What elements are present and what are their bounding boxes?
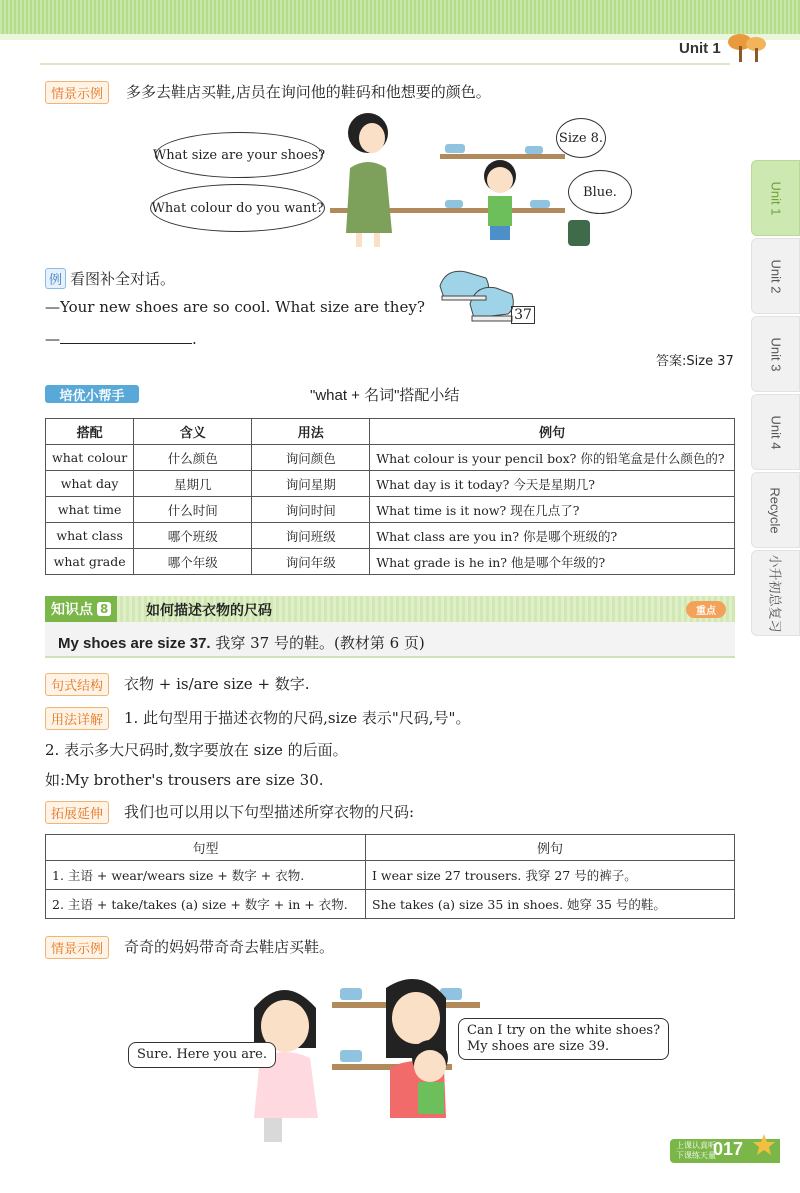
structure-text: 衣物 + is/are size + 数字. xyxy=(124,675,310,693)
tab-unit-1[interactable]: Unit 1 xyxy=(751,160,800,236)
example-tag: 例 xyxy=(45,268,66,289)
table-row xyxy=(46,861,735,890)
answer-text: 答案:Size 37 xyxy=(656,354,734,369)
table-cell: 2. 主语 + take/takes (a) size + 数字 + in + 衣物. xyxy=(46,890,366,919)
table-cell: what class xyxy=(46,523,134,549)
size-pattern-table xyxy=(45,834,735,919)
scene-2-tag: 情景示例 xyxy=(45,936,109,959)
knowledge-number: 8 xyxy=(97,602,111,616)
key-sentence: My shoes are size 37. 我穿 37 号的鞋。(教材第 6 页) xyxy=(58,634,425,652)
table-cell: what day xyxy=(46,471,134,497)
knowledge-title: 如何描述衣物的尺码 xyxy=(146,603,272,619)
example-instruction: 看图补全对话。 xyxy=(70,270,176,288)
star-icon xyxy=(752,1133,776,1157)
scene-tag: 情景示例 xyxy=(45,81,109,104)
table-cell: What grade is he in? 他是哪个年级的? xyxy=(370,549,735,575)
shoes-image xyxy=(436,262,516,328)
helper-badge: 培优小帮手 xyxy=(45,385,139,403)
table-cell: What class are you in? 你是哪个班级的? xyxy=(370,523,735,549)
table-header: 用法 xyxy=(252,419,370,445)
table-cell: 询问颜色 xyxy=(252,445,370,471)
table-row xyxy=(46,890,735,919)
table-cell: 什么时间 xyxy=(134,497,252,523)
header-divider xyxy=(40,63,730,65)
table-cell: 询问时间 xyxy=(252,497,370,523)
speech-bubble-size-answer: Size 8. xyxy=(556,118,606,158)
table-cell: 1. 主语 + wear/wears size + 数字 + 衣物. xyxy=(46,861,366,890)
speech-bubble-try-on: Can I try on the white shoes? My shoes are size 39. xyxy=(458,1018,669,1060)
shoe-store-illustration xyxy=(320,108,590,253)
usage-tag: 用法详解 xyxy=(45,707,109,730)
page-number: 017 xyxy=(713,1139,744,1159)
speech-bubble-colour-question: What colour do you want? xyxy=(150,184,325,232)
table-header: 含义 xyxy=(134,419,252,445)
table-cell: what grade xyxy=(46,549,134,575)
speech-bubble-size-question: What size are your shoes? xyxy=(155,132,323,178)
tab-review[interactable]: 小升初总复习 xyxy=(751,550,800,636)
tab-unit-3[interactable]: Unit 3 xyxy=(751,316,800,392)
table-cell: What colour is your pencil box? 你的铅笔盒是什么颜色的? xyxy=(370,445,735,471)
header-band xyxy=(0,0,800,34)
extension-tag: 拓展延伸 xyxy=(45,801,109,824)
what-noun-table xyxy=(45,418,735,575)
table-row xyxy=(46,471,735,497)
table-header: 搭配 xyxy=(46,419,134,445)
speech-bubble-colour-answer: Blue. xyxy=(568,170,632,214)
table-cell: 什么颜色 xyxy=(134,445,252,471)
tab-unit-2[interactable]: Unit 2 xyxy=(751,238,800,314)
table-row xyxy=(46,445,735,471)
table-cell: what time xyxy=(46,497,134,523)
example-line-1: —Your new shoes are so cool. What size are they? xyxy=(45,298,425,316)
tab-unit-4[interactable]: Unit 4 xyxy=(751,394,800,470)
structure-tag: 句式结构 xyxy=(45,673,109,696)
table-cell: 哪个班级 xyxy=(134,523,252,549)
tab-recycle[interactable]: Recycle xyxy=(751,472,800,548)
table-header: 句型 xyxy=(46,835,366,861)
table-header-row xyxy=(46,419,735,445)
table-cell: 哪个年级 xyxy=(134,549,252,575)
table-header: 例句 xyxy=(370,419,735,445)
unit-header: Unit 1 xyxy=(679,40,721,57)
table-cell: She takes (a) size 35 in shoes. 她穿 35 号的鞋。 xyxy=(366,890,735,919)
table-row xyxy=(46,523,735,549)
table-cell: 询问班级 xyxy=(252,523,370,549)
table-header: 例句 xyxy=(366,835,735,861)
example-line-2: — . xyxy=(45,330,197,348)
table-cell: 询问年级 xyxy=(252,549,370,575)
knowledge-badge: 知识点 8 xyxy=(45,596,117,622)
usage-point-2: 2. 表示多大尺码时,数字要放在 size 的后面。 xyxy=(45,741,348,759)
table-cell: I wear size 27 trousers. 我穿 27 号的裤子。 xyxy=(366,861,735,890)
answer-blank[interactable] xyxy=(60,330,192,344)
key-point-badge: 重点 xyxy=(686,601,726,618)
speech-bubble-here-you-are: Sure. Here you are. xyxy=(128,1042,276,1068)
scene-description: 多多去鞋店买鞋,店员在询问他的鞋码和他想要的颜色。 xyxy=(126,83,491,101)
shoe-size-label: 37 xyxy=(511,306,535,324)
scene-2-description: 奇奇的妈妈带奇奇去鞋店买鞋。 xyxy=(124,938,335,956)
table-header-row xyxy=(46,835,735,861)
extension-text: 我们也可以用以下句型描述所穿衣物的尺码: xyxy=(124,803,415,821)
table-cell: what colour xyxy=(46,445,134,471)
table-cell: What time is it now? 现在几点了? xyxy=(370,497,735,523)
usage-example: 如:My brother's trousers are size 30. xyxy=(45,771,324,789)
table-cell: 询问星期 xyxy=(252,471,370,497)
mother-shopping-illustration xyxy=(240,968,480,1143)
footer-motto: 上课认真听 下课练天量 xyxy=(676,1141,716,1160)
tree-icon xyxy=(724,30,770,64)
usage-point-1: 1. 此句型用于描述衣物的尺码,size 表示"尺码,号"。 xyxy=(124,709,471,727)
table-row xyxy=(46,549,735,575)
table-row xyxy=(46,497,735,523)
table-cell: 星期几 xyxy=(134,471,252,497)
table-cell: What day is it today? 今天是星期几? xyxy=(370,471,735,497)
helper-title: "what + 名词"搭配小结 xyxy=(310,387,460,404)
